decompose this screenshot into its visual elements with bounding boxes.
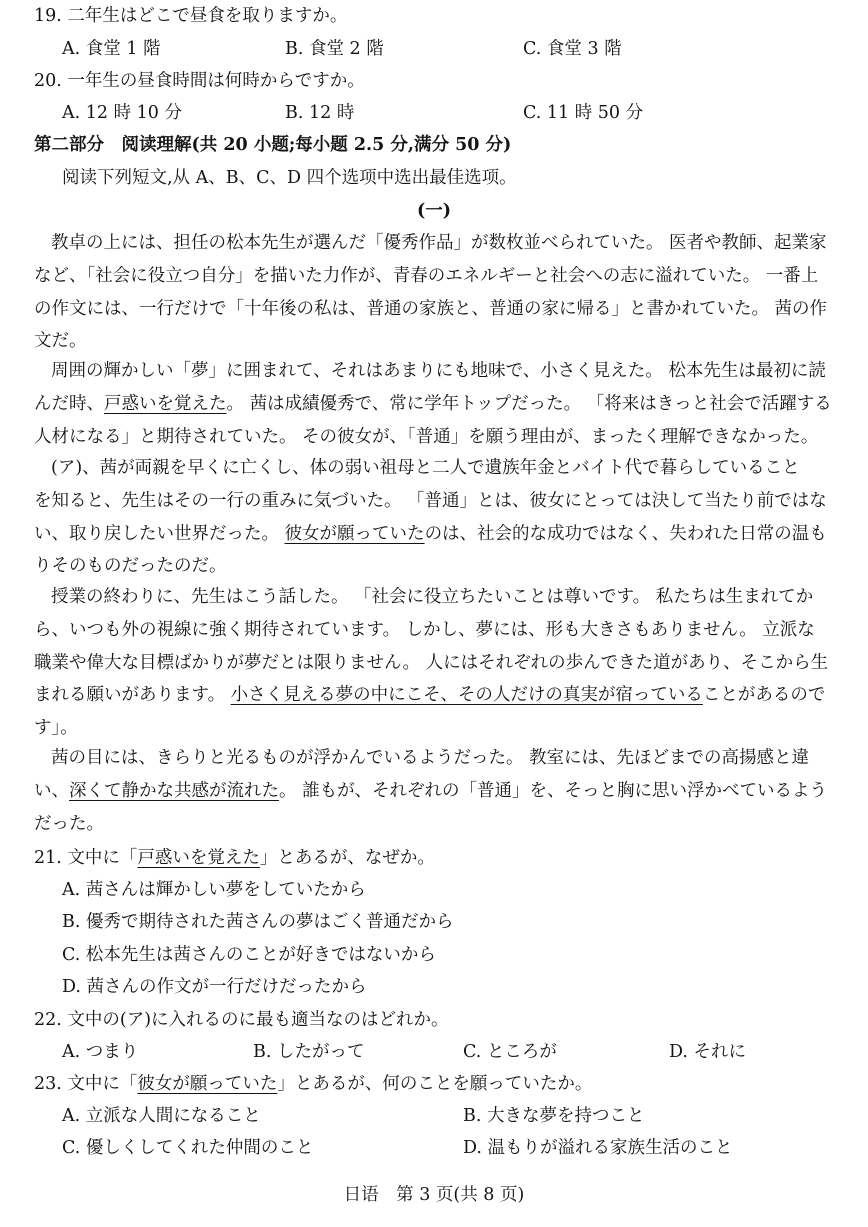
passage-line: など、「社会に役立つ自分」を描いた力作が、青春のエネルギーと社会への志に溢れていた。 一番上	[34, 265, 819, 286]
question-23-stem: 23. 文中に「彼女が願っていた」とあるが、何のことを願っていたか。	[34, 1074, 593, 1094]
passage-paragraph-2	[34, 355, 834, 453]
question-20-option-b: B. 12 時	[285, 103, 355, 123]
underlined-phrase: 戸惑いを覚えた	[137, 848, 260, 868]
passage-paragraph-5	[34, 742, 834, 840]
passage-line: りそのものだったのだ。	[34, 556, 227, 577]
underlined-phrase: 彼女が願っていた	[137, 1074, 278, 1094]
underlined-phrase: 戸惑いを覚えた	[104, 393, 227, 414]
passage-line: ら、いつも外の視線に強く期待されています。 しかし、夢には、形も大きさもありません。 立派な	[34, 619, 815, 640]
passage-title: (一)	[416, 201, 452, 221]
passage-line: だった。	[34, 813, 104, 834]
question-20-option-c: C. 11 時 50 分	[523, 103, 644, 123]
passage-line: す」。	[34, 718, 78, 739]
passage-line: まれる願いがあります。 小さく見える夢の中にこそ、その人だけの真実が宿っていることがあるので	[34, 685, 826, 706]
question-22-option-d: D. それに	[669, 1042, 747, 1062]
passage-line: 授業の終わりに、先生はこう話した。 「社会に役立ちたいことは尊いです。 私たちは生まれてか	[51, 587, 814, 607]
question-22-stem: 22. 文中の(ア)に入れるのに最も適当なのはどれか。	[34, 1010, 449, 1030]
question-19-option-b: B. 食堂 2 階	[285, 39, 384, 59]
section-heading: 第二部分 阅读理解(共 20 小题;每小题 2.5 分,满分 50 分)	[34, 135, 512, 155]
passage-line: を知ると、先生はその一行の重みに気づいた。 「普通」とは、彼女にとっては決して当たり前ではな	[34, 490, 827, 511]
passage-paragraph-3	[34, 452, 834, 583]
passage-line: 職業や偉大な目標ばかりが夢だとは限りません。 人にはそれぞれの歩んできた道があり、そこから生	[34, 652, 829, 673]
passage-line: の作文には、一行だけで「十年後の私は、普通の家族と、普通の家に帰る」と書かれていた。 茜の作	[34, 298, 828, 319]
question-23-option-d: D. 温もりが溢れる家族生活のこと	[463, 1138, 733, 1158]
question-23-option-a: A. 立派な人間になること	[62, 1106, 261, 1126]
question-20-stem: 20. 一年生の昼食時間は何時からですか。	[34, 71, 365, 91]
passage-line: (ア)、茜が両親を早くに亡くし、体の弱い祖母と二人で遺族年金とバイト代で暮らしていること	[51, 458, 800, 478]
underlined-phrase: 深くて静かな共感が流れた	[69, 780, 279, 801]
underlined-phrase: 彼女が願っていた	[284, 523, 425, 544]
question-22-option-a: A. つまり	[62, 1042, 139, 1062]
page-footer: 日语 第 3 页(共 8 页)	[343, 1185, 525, 1205]
passage-paragraph-1	[34, 227, 834, 358]
question-20-option-a: A. 12 時 10 分	[62, 103, 182, 123]
passage-line: 教卓の上には、担任の松本先生が選んだ「優秀作品」が数枚並べられていた。 医者や教師、起業家	[51, 233, 827, 253]
question-22-option-c: C. ところが	[463, 1042, 557, 1062]
section-instruction: 阅读下列短文,从 A、B、C、D 四个选项中选出最佳选项。	[62, 168, 517, 188]
question-23-option-b: B. 大きな夢を持つこと	[463, 1106, 645, 1126]
question-19-option-c: C. 食堂 3 階	[523, 39, 622, 59]
passage-line: い、深くて静かな共感が流れた。 誰もが、それぞれの「普通」を、そっと胸に思い浮かべているよう	[34, 780, 828, 801]
underlined-phrase: 小さく見える夢の中にこそ、その人だけの真実が宿っている	[230, 685, 703, 706]
question-21-option-a: A. 茜さんは輝かしい夢をしていたから	[62, 880, 366, 900]
question-19-option-a: A. 食堂 1 階	[62, 39, 161, 59]
passage-line: 人材になる」と期待されていた。 その彼女が、「普通」を願う理由が、まったく理解できなかった。	[34, 426, 819, 447]
question-19-stem: 19. 二年生はどこで昼食を取りますか。	[34, 6, 348, 26]
passage-line: んだ時、戸惑いを覚えた。 茜は成績優秀で、常に学年トップだった。 「将来はきっと社会で活躍する	[34, 393, 832, 414]
question-21-option-c: C. 松本先生は茜さんのことが好きではないから	[62, 945, 436, 965]
passage-line: 文だ。	[34, 331, 87, 352]
passage-paragraph-4	[34, 581, 834, 745]
question-21-stem: 21. 文中に「戸惑いを覚えた」とあるが、なぜか。	[34, 848, 435, 868]
question-21-option-b: B. 優秀で期待された茜さんの夢はごく普通だから	[62, 912, 454, 932]
question-23-option-c: C. 優しくしてくれた仲間のこと	[62, 1138, 314, 1158]
passage-line: 周囲の輝かしい「夢」に囲まれて、それはあまりにも地味で、小さく見えた。 松本先生は最初に読	[51, 361, 826, 381]
question-21-option-d: D. 茜さんの作文が一行だけだったから	[62, 977, 367, 997]
question-22-option-b: B. したがって	[253, 1042, 365, 1062]
passage-line: い、取り戻したい世界だった。 彼女が願っていたのは、社会的な成功ではなく、失われた日常の温も	[34, 523, 827, 544]
passage-line: 茜の目には、きらりと光るものが浮かんでいるようだった。 教室には、先ほどまでの高揚感と違	[51, 748, 810, 768]
